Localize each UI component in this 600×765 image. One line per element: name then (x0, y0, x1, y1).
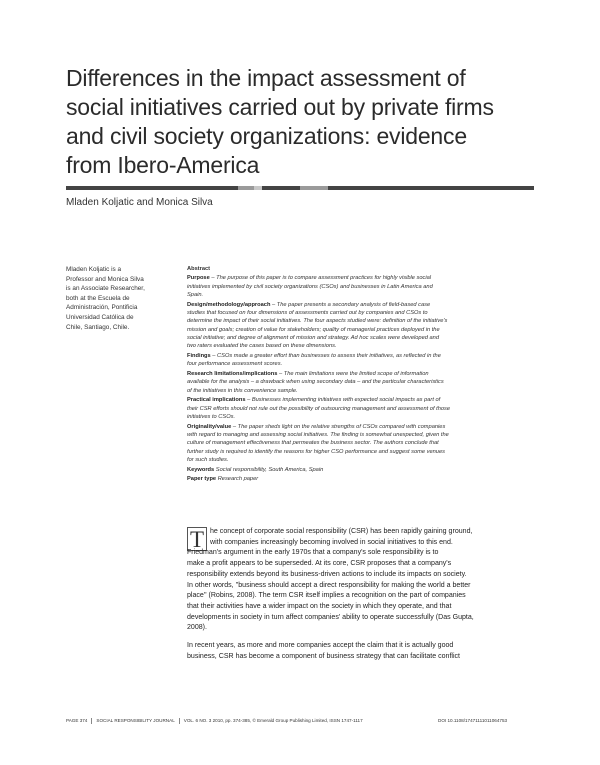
section-label: Research limitations/implications (187, 371, 278, 378)
section-text: further study is required to identify the reasons for higher CSO performance and suggest some venues (187, 448, 445, 455)
page-number: PAGE 374 (66, 718, 88, 724)
rule-segment-dark-1 (66, 186, 238, 190)
section-text: determine the impact of their social initiatives. The four aspects studied were: definition of the initiative's (187, 318, 448, 325)
body-line: Friedman's argument in the early 1970s that a company's sole responsibility is to (187, 549, 439, 557)
section-text: social initiative; and degree of alignment of mission and strategy. Ad hoc scales were developed and (187, 335, 439, 342)
keywords-label: Keywords (187, 466, 215, 473)
rule-segment-dark-3 (328, 186, 534, 190)
journal-name: SOCIAL RESPONSIBILITY JOURNAL (96, 718, 175, 724)
body-line: that their activities have a wider impact on the society in which they operate, and that (187, 602, 452, 610)
section-text: for such studies. (187, 457, 229, 464)
section-text: four performance assessment scores. (187, 361, 283, 368)
rule-segment-grey-2 (300, 186, 328, 190)
body-line: he concept of corporate social responsibility (CSR) has been rapidly gaining ground, (210, 528, 473, 535)
rule-segment-dark-2 (262, 186, 300, 190)
authors: Mladen Koljatic and Monica Silva (66, 197, 213, 208)
title-line: and civil society organizations: evidence (66, 123, 467, 149)
abstract-purpose (187, 274, 517, 299)
section-text: studies that focused on four dimensions of assessments carried out by companies and CSOs to (187, 310, 428, 317)
bio-line: Chile, Santiago, Chile. (66, 323, 130, 331)
doi: DOI 10.1108/17471111011064753 (438, 718, 508, 723)
paper-type-label: Paper type (187, 476, 217, 483)
body-line: 2008). (187, 624, 207, 632)
section-label: Practical implications (187, 397, 246, 404)
title-line: Differences in the impact assessment of (66, 65, 466, 91)
section-label: Design/methodology/approach (187, 301, 271, 308)
abstract-keywords (187, 466, 517, 474)
body-line: place'' (Robins, 2008). The term CSR itself implies a recognition on the part of companies (187, 592, 466, 600)
section-text: mission and goals; creation of value for stakeholders; quality of managerial practices deployed in the (187, 326, 440, 333)
rule-segment-light (254, 186, 262, 190)
section-text: two raters evaluated the cases based on these dimensions. (187, 343, 337, 350)
bio-line: is an Associate Researcher, (66, 285, 145, 293)
abstract-limitations (187, 370, 517, 395)
abstract-practical (187, 396, 517, 421)
footer-divider (179, 718, 180, 724)
body-line: with companies increasingly becoming involved in social initiatives to this end. (210, 538, 453, 546)
paragraph (187, 641, 518, 662)
footer-divider (91, 718, 92, 724)
section-text: their CSR efforts should not rule out the possibility of outsourcing management and assessment of those (187, 405, 451, 412)
abstract-heading: Abstract (187, 266, 211, 272)
section-text: – CSOs made a greater effort than businesses to assess their initiatives, as reflected in the (212, 353, 441, 360)
body-line: make a profit appears to be superseded. At its core, CSR proposes that a company's (187, 560, 452, 568)
abstract-findings (187, 352, 517, 369)
section-text: culture of management effectiveness that permeates the business sector. The authors conclude that (187, 440, 439, 447)
section-text: – Businesses implementing initiatives with expected social impacts as part of (247, 397, 441, 404)
abstract-paper-type (187, 475, 517, 483)
bio-line: Mladen Koljatic is a (66, 266, 122, 273)
keywords-value: Social responsibility, South America, Spain (215, 466, 324, 473)
bio-line: Professor and Monica Silva (66, 275, 144, 283)
section-text: – The purpose of this paper is to compare assessment practices for highly visible social (211, 275, 432, 282)
bio-line: Universidad Católica de (66, 313, 134, 321)
section-text: available for the analysis – a drawback when using secondary data – and the particular characteristics (187, 379, 444, 386)
section-text: with regard to managing and assessing social initiatives. The finding is somewhat unexpected, given the (187, 432, 449, 439)
abstract-design (187, 301, 517, 351)
section-label: Findings (187, 353, 211, 360)
title-line: from Ibero-America (66, 152, 260, 178)
body-line: responsibility extends beyond its business-driven actions to include its impacts on society. (187, 570, 467, 578)
author-bio (66, 265, 162, 332)
body-line: In other words, ''business should accept a direct responsibility for making the world a better (187, 581, 471, 589)
section-text: of the initiatives in this convenience sample. (187, 387, 298, 394)
drop-cap: T (187, 527, 207, 551)
rule-segment-grey-1 (238, 186, 254, 190)
title-line: social initiatives carried out by private firms (66, 94, 494, 120)
section-text: initiatives implemented by civil society organizations (CSOs) and businesses in Latin America and (187, 283, 433, 290)
section-text: initiatives to CSOs. (187, 414, 236, 421)
section-text: – The paper sheds light on the relative strengths of CSOs compared with companies (232, 423, 446, 430)
section-label: Purpose (187, 275, 210, 282)
body-line: business, CSR has become a component of business strategy that can facilitate conflict (187, 652, 461, 660)
bio-line: both at the Escuela de (66, 294, 130, 302)
volume-info: VOL. 6 NO. 3 2010, pp. 374-385, © Emerald Group Publishing Limited, ISSN 1747-1117 (183, 718, 363, 724)
body-line: developments in society in turn affect companies' ability to operate successfully (Das Gupta, (187, 613, 474, 621)
section-text: – The paper presents a secondary analysis of field-based case (272, 301, 431, 308)
section-label: Originality/value (187, 423, 232, 430)
bio-line: Administración, Pontificia (66, 304, 138, 312)
article-title (66, 64, 546, 180)
section-text: – The main limitations were the limited scope of information (279, 371, 429, 378)
abstract-originality (187, 423, 517, 465)
section-text: Spain. (187, 292, 204, 299)
body-text (187, 527, 518, 662)
paper-type-value: Research paper (217, 476, 259, 483)
body-line: In recent years, as more and more companies accept the claim that it is actually good (187, 642, 454, 650)
abstract (187, 265, 517, 485)
paragraph (187, 527, 518, 634)
